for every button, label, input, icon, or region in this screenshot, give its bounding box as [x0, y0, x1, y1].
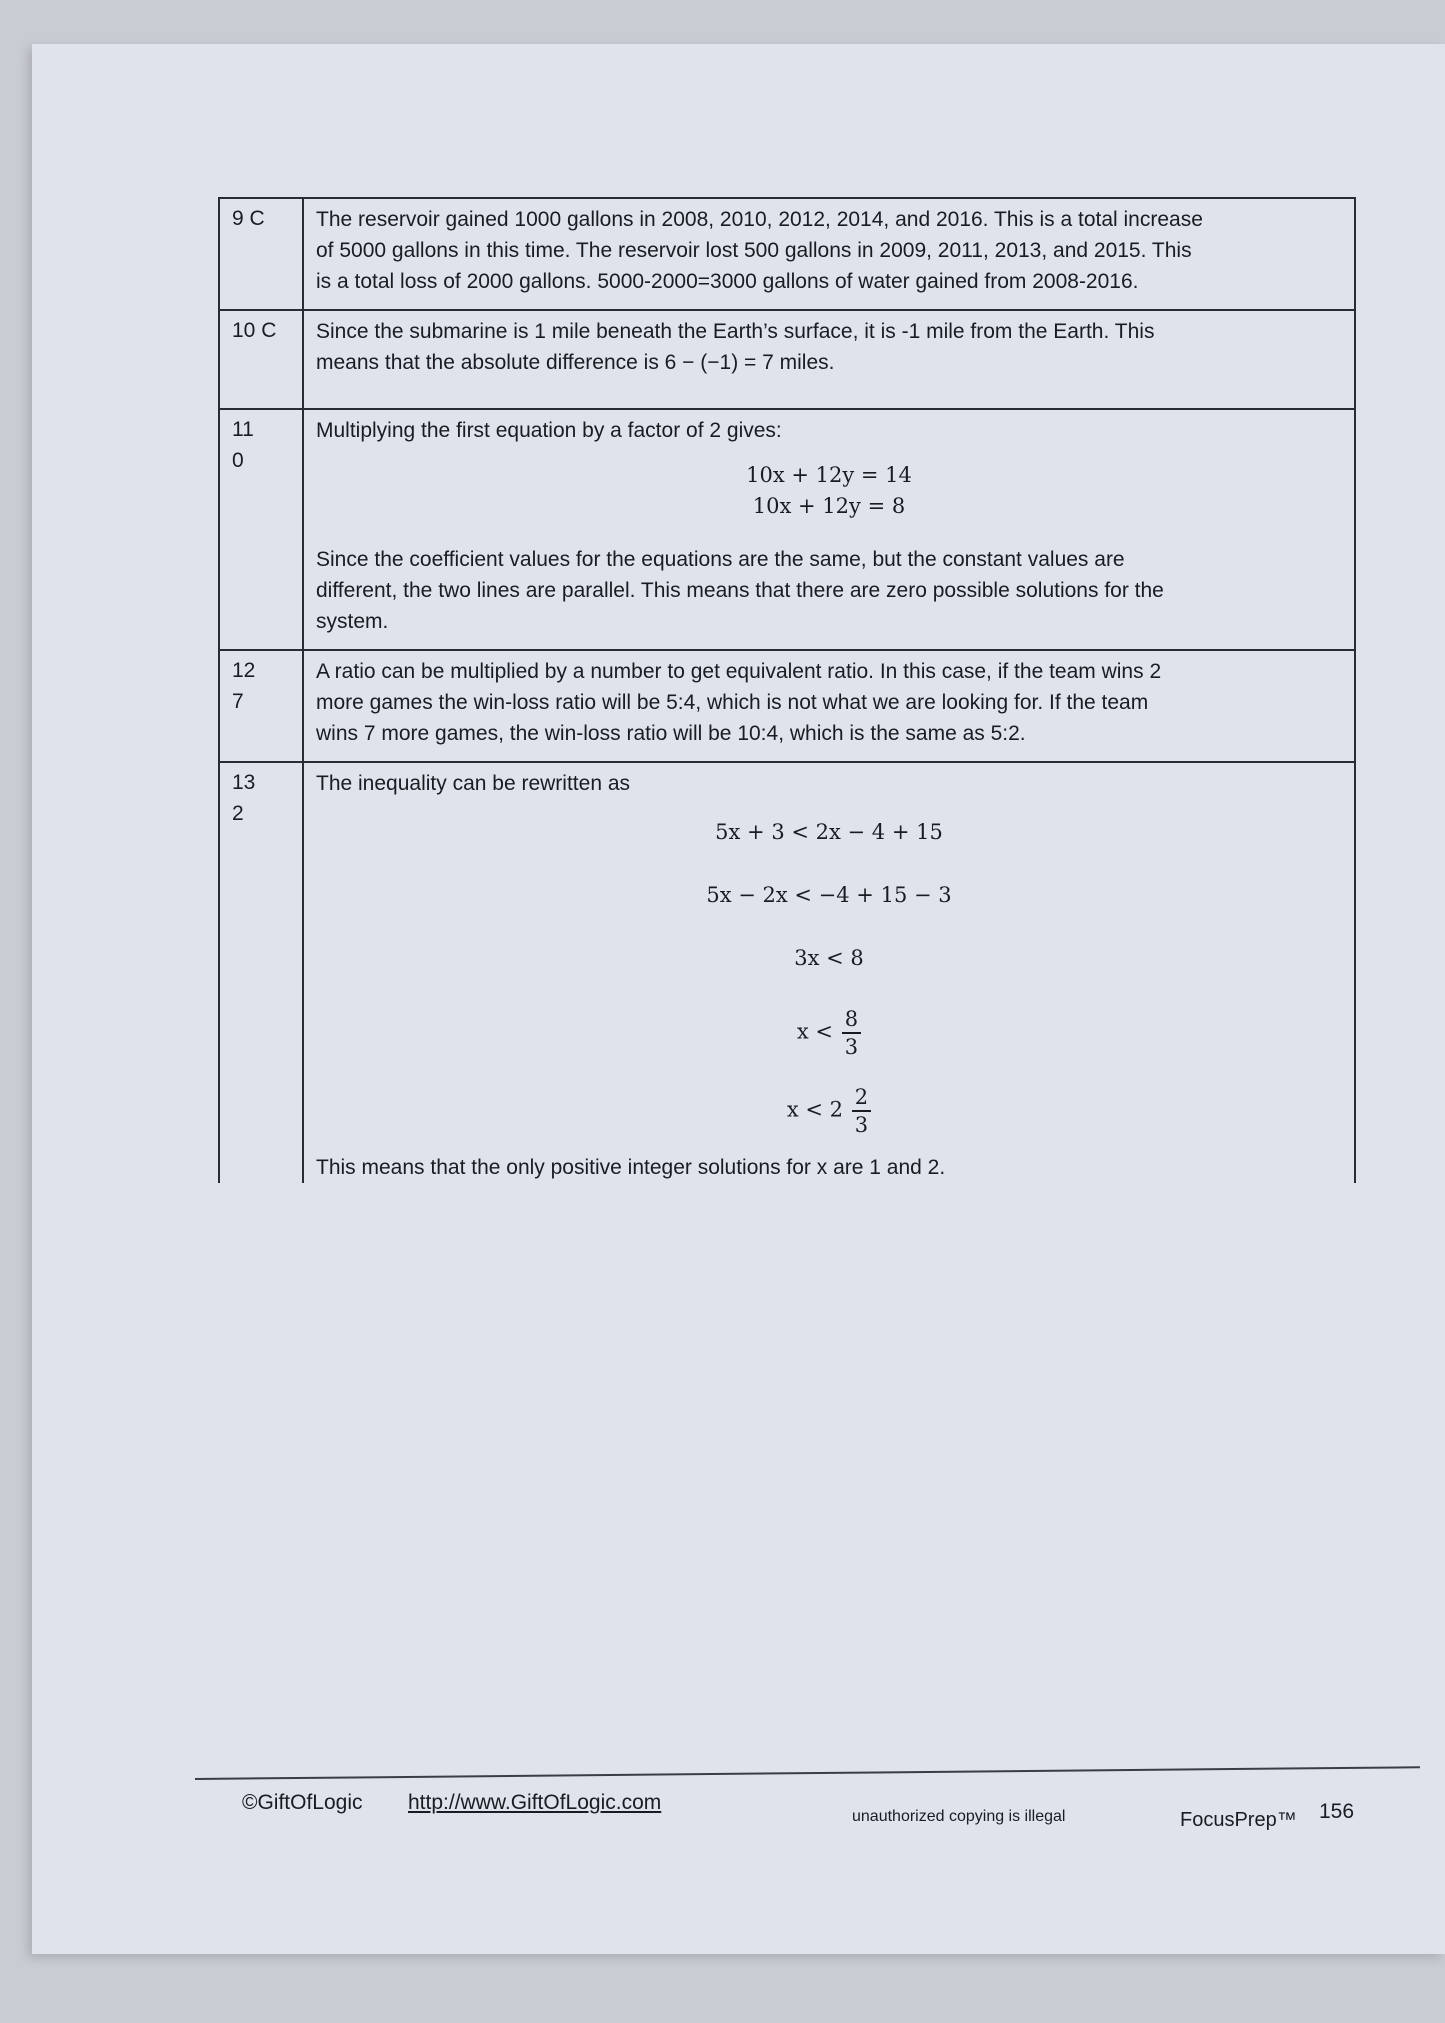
explanation-line: is a total loss of 2000 gallons. 5000-2000=3000 gallons of water gained from 2008-2016.	[316, 270, 1139, 293]
explanation	[304, 199, 1354, 309]
explanation-conclusion: This means that the only positive integer solutions for x are 1 and 2.	[316, 1156, 946, 1179]
answer-number: 11 0	[220, 410, 304, 649]
table-row	[220, 311, 1354, 410]
explanation-intro: Multiplying the first equation by a factor of 2 gives:	[316, 419, 782, 442]
footer-notice: unauthorized copying is illegal	[852, 1808, 1066, 1825]
table-row	[220, 651, 1354, 763]
inequality-steps	[316, 817, 1342, 1138]
fraction	[852, 1084, 871, 1138]
explanation	[304, 410, 1354, 649]
table-row	[220, 763, 1354, 1183]
explanation-line: of 5000 gallons in this time. The reservoir lost 500 gallons in 2009, 2011, 2013, and 2015. This	[316, 239, 1192, 262]
inequality-step: 5x − 2x < −4 + 15 − 3	[706, 883, 952, 907]
explanation-line: means that the absolute difference is 6 − (−1) = 7 miles.	[316, 351, 835, 374]
table-row	[220, 410, 1354, 651]
explanation	[304, 311, 1354, 408]
footer-copyright: ©GiftOfLogic	[242, 1791, 363, 1814]
footer-url-link[interactable]: http://www.GiftOfLogic.com	[408, 1791, 662, 1814]
inequality-step: 5x + 3 < 2x − 4 + 15	[715, 820, 943, 844]
explanation-intro: The inequality can be rewritten as	[316, 772, 631, 795]
inequality-step-mixed	[316, 1084, 1342, 1138]
denominator: 3	[844, 1035, 859, 1059]
answer-number: 13 2	[220, 763, 304, 1183]
table-row	[220, 199, 1354, 311]
explanation-line: Since the submarine is 1 mile beneath the Earth’s surface, it is -1 mile from the Earth. This	[316, 320, 1155, 343]
answer-number: 10 C	[220, 311, 304, 408]
fraction-lhs: x <	[796, 1019, 834, 1044]
equation-system	[316, 460, 1342, 522]
explanation-line: wins 7 more games, the win-loss ratio will be 10:4, which is the same as 5:2.	[316, 722, 1026, 745]
numerator: 8	[842, 1006, 861, 1034]
explanation-line: different, the two lines are parallel. This means that there are zero possible solutions for the	[316, 579, 1164, 602]
page-number: 156	[1319, 1800, 1355, 1823]
explanation-line: A ratio can be multiplied by a number to get equivalent ratio. In this case, if the team wins 2	[316, 660, 1162, 683]
fraction	[842, 1006, 861, 1060]
explanation-line: Since the coefficient values for the equations are the same, but the constant values are	[316, 548, 1125, 571]
footer-brand: FocusPrep™	[1180, 1809, 1297, 1831]
answer-number: 12 7	[220, 651, 304, 761]
inequality-step: 3x < 8	[794, 946, 864, 970]
explanation	[304, 651, 1354, 761]
explanation	[304, 763, 1354, 1183]
equation: 10x + 12y = 14	[746, 463, 912, 487]
explanation-line: The reservoir gained 1000 gallons in 2008, 2010, 2012, 2014, and 2016. This is a total increase	[316, 208, 1203, 231]
denominator: 3	[854, 1113, 869, 1137]
inequality-step-fraction	[316, 1006, 1342, 1060]
answer-table	[218, 197, 1356, 1183]
mixed-lhs: x < 2	[786, 1097, 844, 1122]
numerator: 2	[852, 1084, 871, 1112]
answer-number: 9 C	[220, 199, 304, 309]
explanation-line: more games the win-loss ratio will be 5:4, which is not what we are looking for. If the team	[316, 691, 1149, 714]
equation: 10x + 12y = 8	[752, 494, 906, 518]
explanation-line: system.	[316, 610, 389, 633]
